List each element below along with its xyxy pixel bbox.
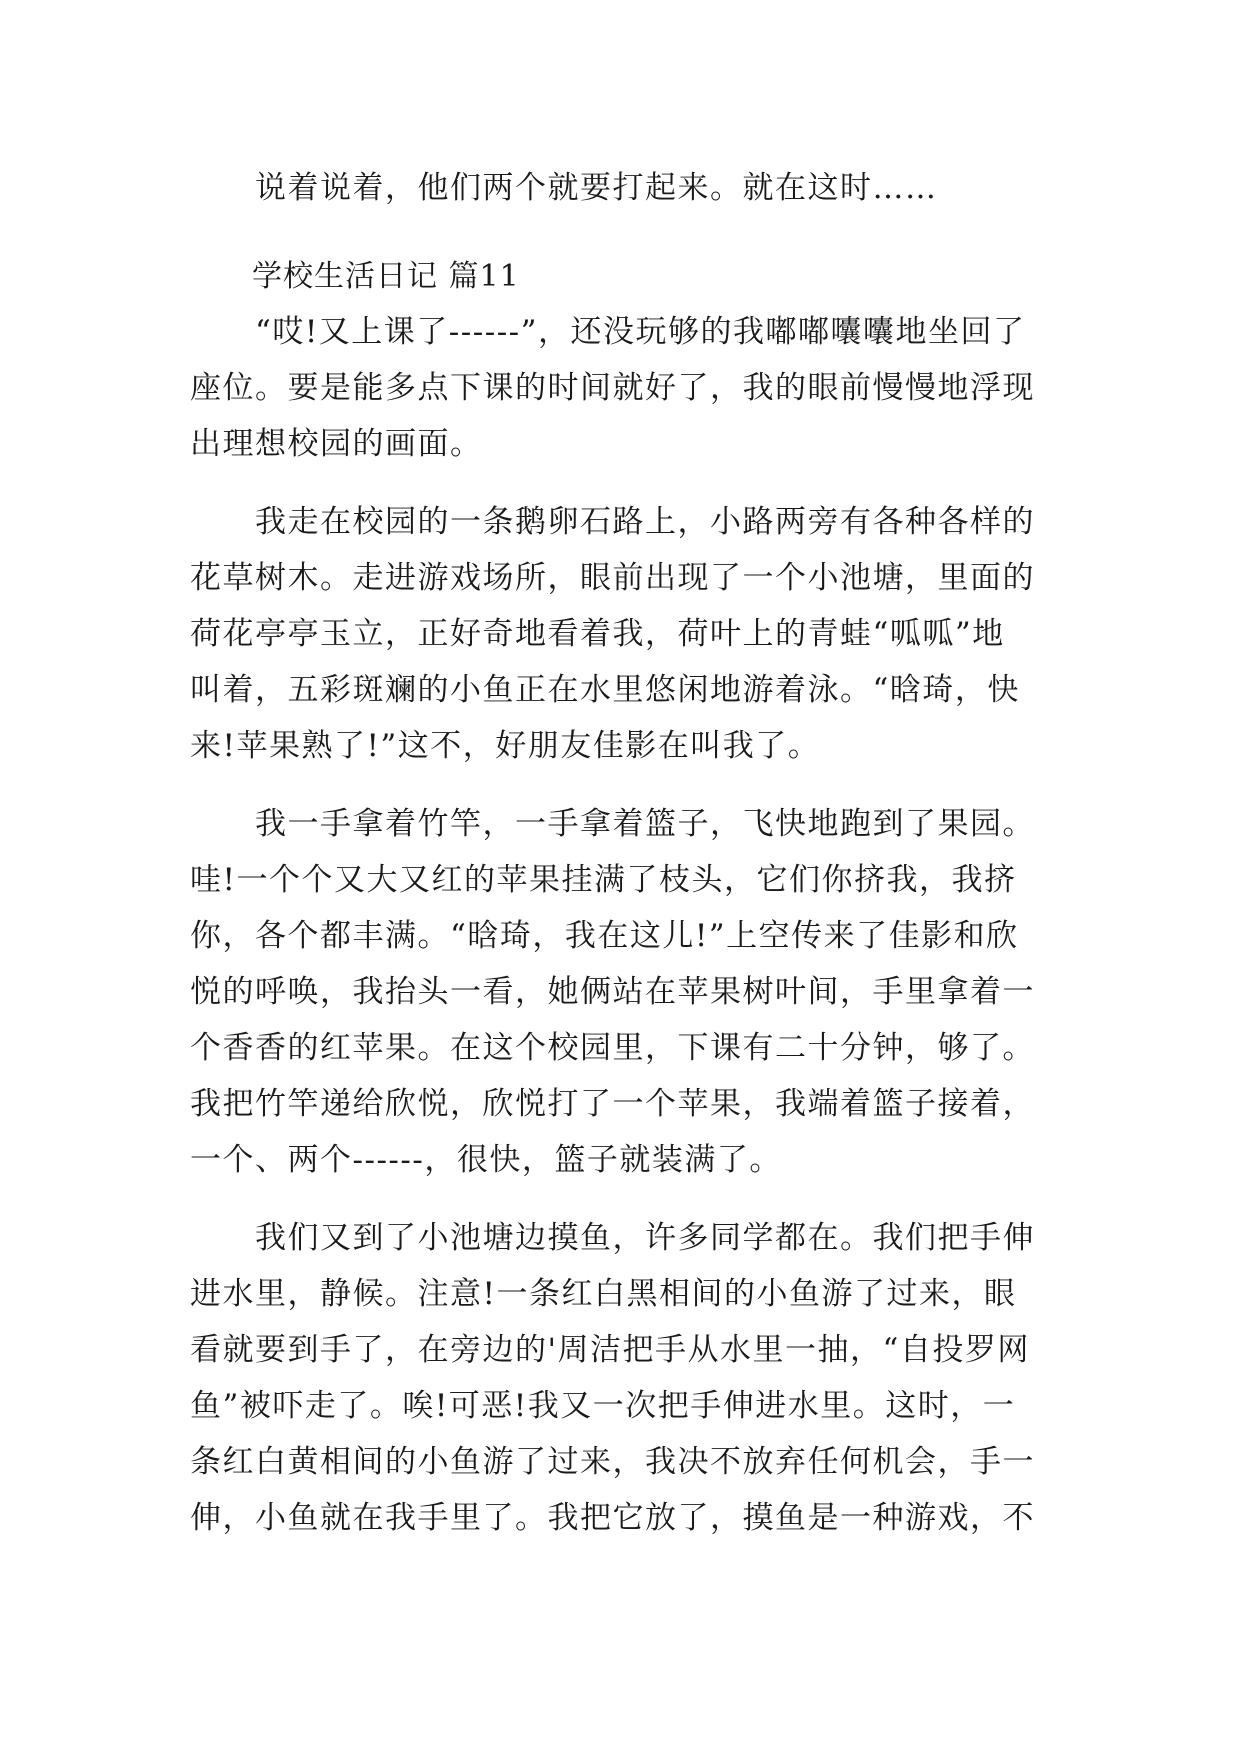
paragraph-line: 一个、两个------，很快，篮子就装满了。 — [190, 1142, 782, 1178]
paragraph-line: 你，各个都丰满。“晗琦，我在这儿!”上空传来了佳影和欣 — [190, 918, 1019, 954]
paragraph-line: 悦的呼唤，我抬头一看，她俩站在苹果树叶间，手里拿着一 — [190, 974, 1035, 1010]
paragraph-line: “哎!又上课了------”，还没玩够的我嘟嘟囔囔地坐回了 — [190, 314, 1026, 350]
paragraph-line: 荷花亭亭玉立，正好奇地看着我，荷叶上的青蛙“呱呱”地 — [190, 616, 1005, 652]
section-heading: 学校生活日记 篇11 — [190, 259, 520, 294]
paragraph-line: 花草树木。走进游戏场所，眼前出现了一个小池塘，里面的 — [190, 560, 1035, 596]
paragraph-line: 进水里，静候。注意!一条红白黑相间的小鱼游了过来，眼 — [190, 1276, 1017, 1312]
paragraph-line: 座位。要是能多点下课的时间就好了，我的眼前慢慢地浮现 — [190, 370, 1035, 406]
paragraph-line: 伸，小鱼就在我手里了。我把它放了，摸鱼是一种游戏，不 — [190, 1500, 1035, 1536]
paragraph-line: 来!苹果熟了!”这不，好朋友佳影在叫我了。 — [190, 728, 821, 764]
paragraph-line: 出理想校园的画面。 — [190, 426, 483, 462]
paragraph-line: 条红白黄相间的小鱼游了过来，我决不放弃任何机会，手一 — [190, 1444, 1035, 1480]
paragraph-line: 个香香的红苹果。在这个校园里，下课有二十分钟，够了。 — [190, 1030, 1035, 1066]
paragraph-line: 哇!一个个又大又红的苹果挂满了枝头，它们你挤我，我挤 — [190, 862, 1017, 898]
paragraph-line: 我们又到了小池塘边摸鱼，许多同学都在。我们把手伸 — [190, 1220, 1035, 1256]
paragraph-line: 看就要到手了，在旁边的'周洁把手从水里一抽，“自投罗网 — [190, 1332, 1030, 1368]
paragraph-line: 叫着，五彩斑斓的小鱼正在水里悠闲地游着泳。“晗琦，快 — [190, 672, 1020, 708]
paragraph-line: 我一手拿着竹竿，一手拿着篮子，飞快地跑到了果园。 — [190, 806, 1035, 842]
paragraph-line: 说着说着，他们两个就要打起来。就在这时…… — [190, 170, 938, 206]
paragraph-line: 鱼”被吓走了。唉!可恶!我又一次把手伸进水里。这时，一 — [190, 1388, 1016, 1424]
paragraph-line: 我走在校园的一条鹅卵石路上，小路两旁有各种各样的 — [190, 504, 1035, 540]
paragraph-line: 我把竹竿递给欣悦，欣悦打了一个苹果，我端着篮子接着， — [190, 1086, 1035, 1122]
